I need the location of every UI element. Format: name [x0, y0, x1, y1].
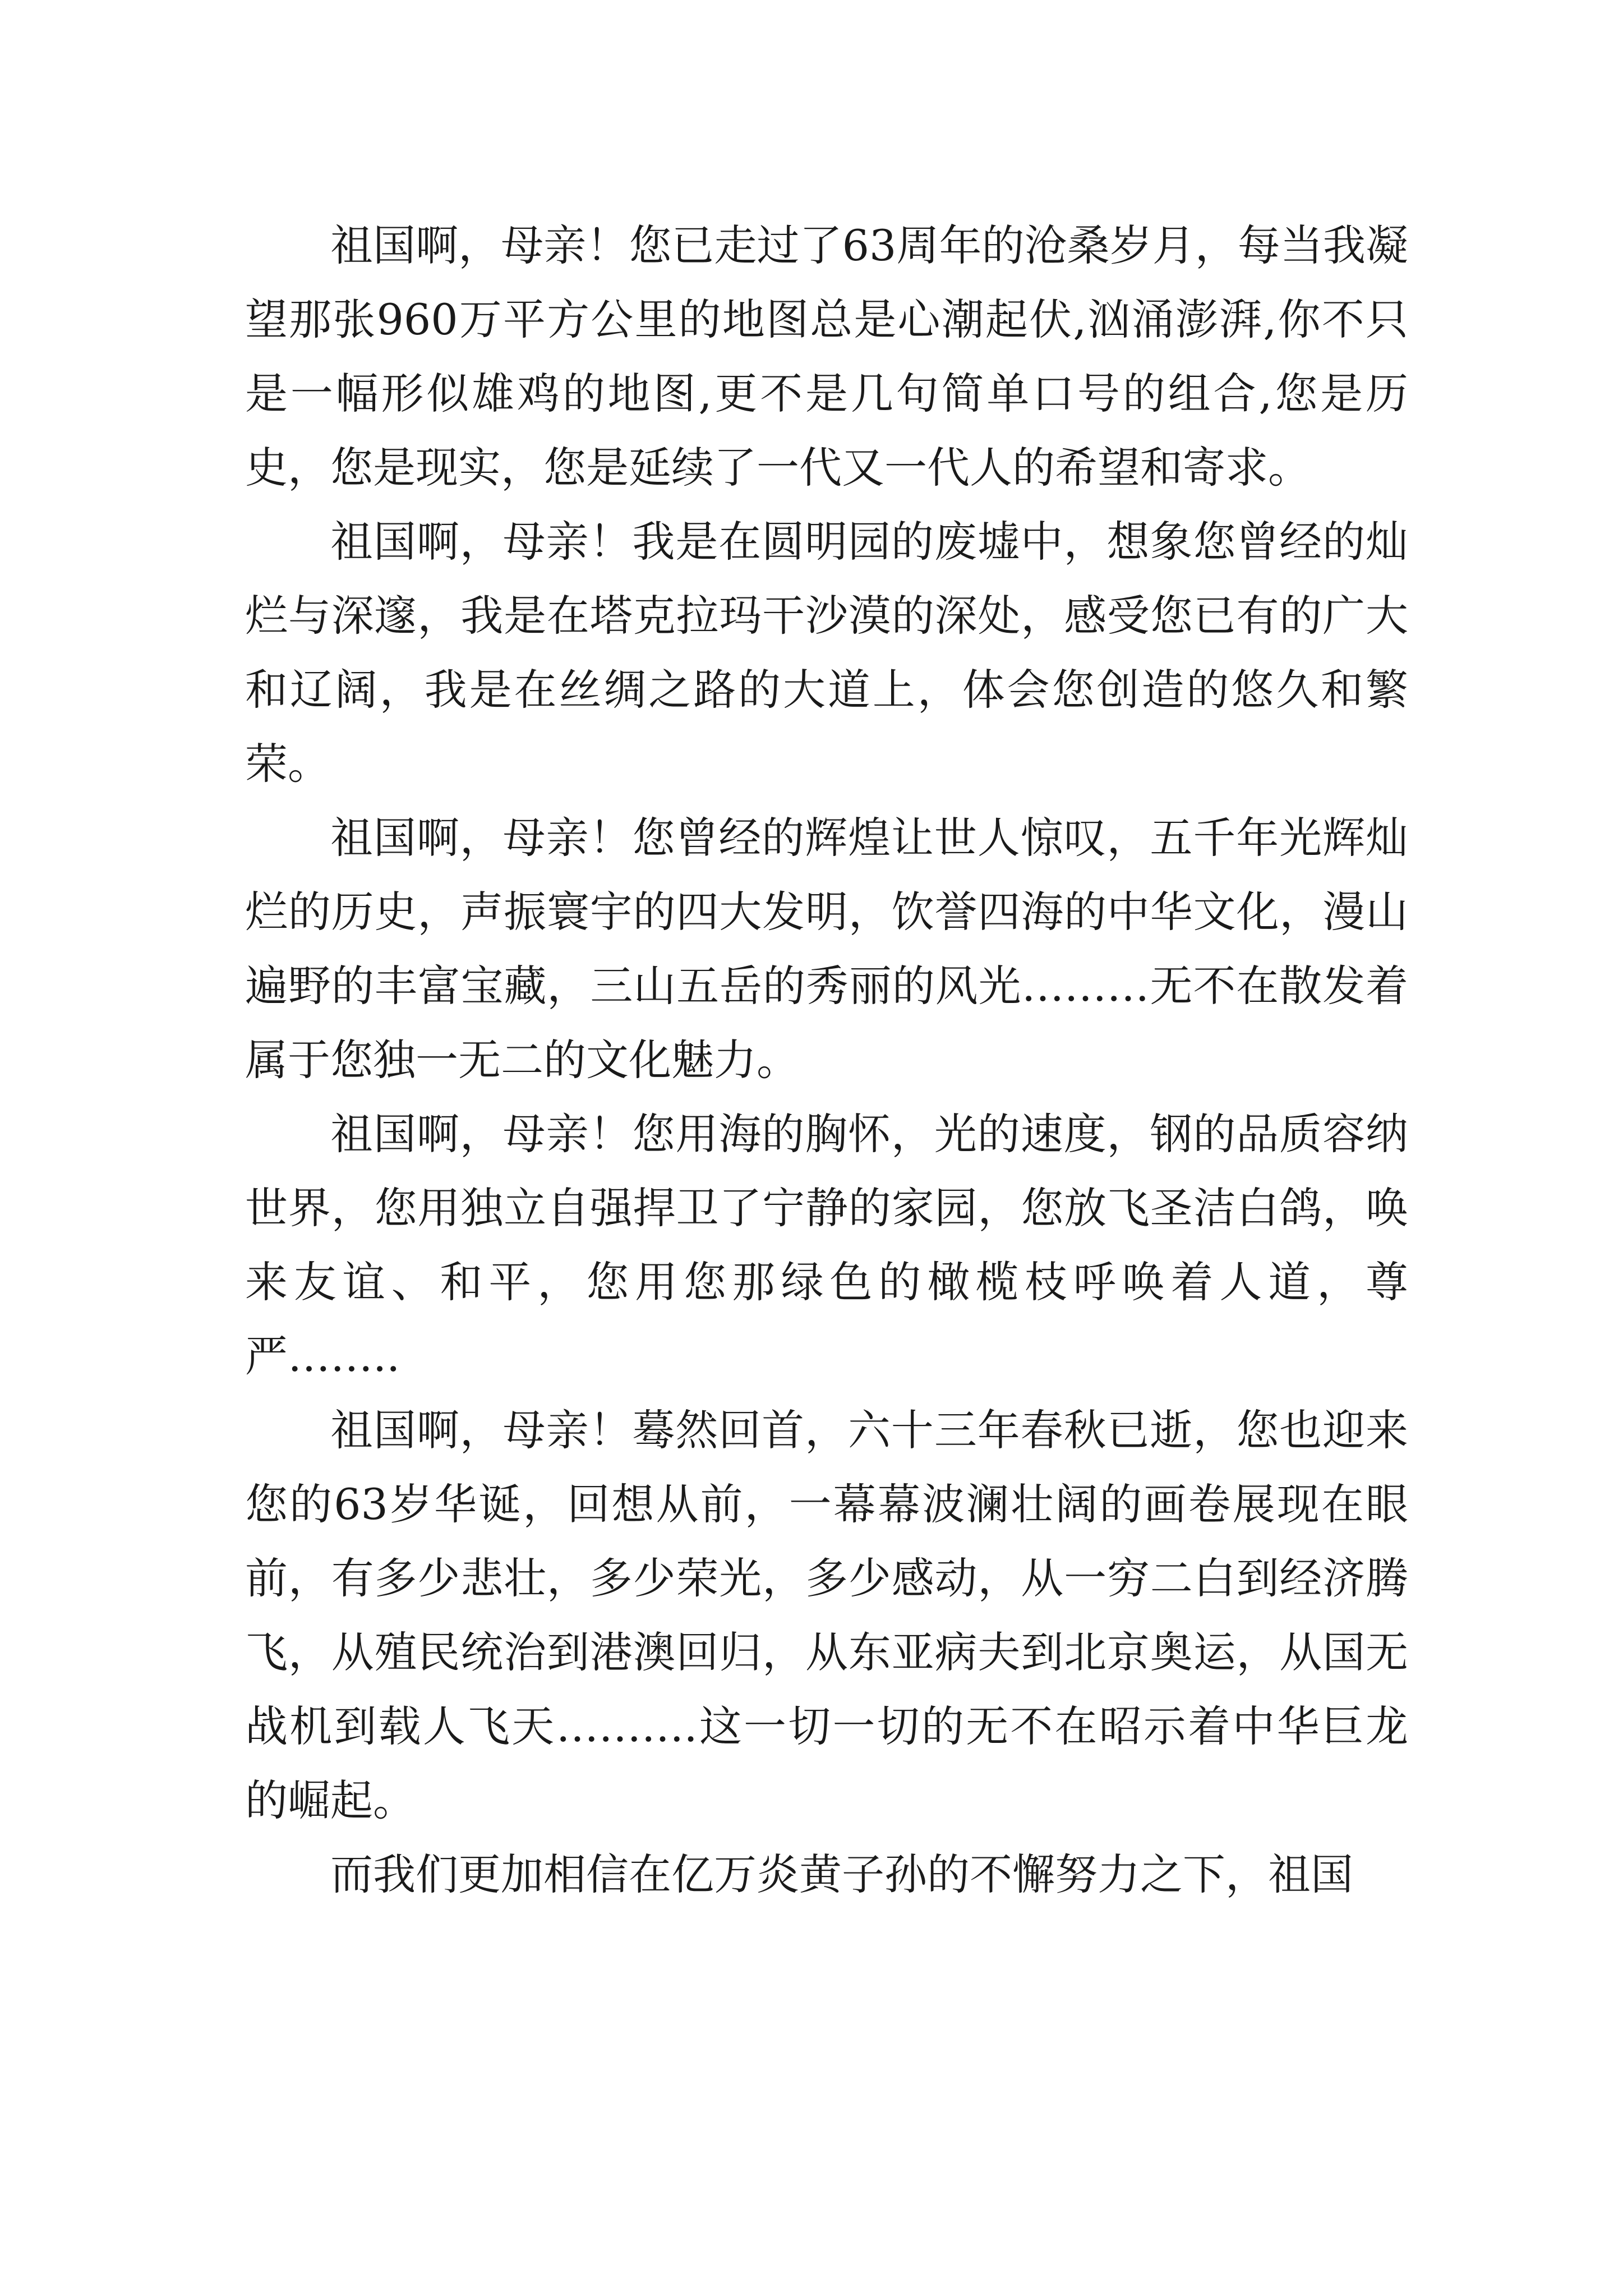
paragraph-6: 而我们更加相信在亿万炎黄子孙的不懈努力之下，祖国	[330, 1849, 1353, 1899]
paragraph-4: 祖国啊，母亲！您用海的胸怀，光的速度，钢的品质容纳世界，您用独立自强捍卫了宁静的家园，您放飞圣洁白鸽，唤来友谊、和平，您用您那绿色的橄榄枝呼唤着人道，尊严……..	[245, 1109, 1408, 1381]
paragraph-1: 祖国啊，母亲！您已走过了63周年的沧桑岁月，每当我凝望那张960万平方公里的地图总是心潮起伏,汹涌澎湃,你不只是一幅形似雄鸡的地图,更不是几句简单口号的组合,您是历史，您是现实，您是延续了一代又一代人的希望和寄求。	[245, 220, 1408, 493]
document-body	[245, 209, 1408, 1912]
paragraph-3: 祖国啊，母亲！您曾经的辉煌让世人惊叹，五千年光辉灿烂的历史，声振寰宇的四大发明，饮誉四海的中华文化，漫山遍野的丰富宝藏，三山五岳的秀丽的风光………无不在散发着属于您独一无二的文化魅力。	[245, 813, 1408, 1085]
paragraph-5: 祖国啊，母亲！蓦然回首，六十三年春秋已逝，您也迎来您的63岁华诞，回想从前，一幕幕波澜壮阔的画卷展现在眼前，有多少悲壮，多少荣光，多少感动，从一穷二白到经济腾飞，从殖民统治到港澳回归，从东亚病夫到北京奥运，从国无战机到载人飞天……….这一切一切的无不在昭示着中华巨龙的崛起。	[245, 1405, 1408, 1825]
paragraph-2: 祖国啊，母亲！我是在圆明园的废墟中，想象您曾经的灿烂与深邃，我是在塔克拉玛干沙漠的深处，感受您已有的广大和辽阔，我是在丝绸之路的大道上，体会您创造的悠久和繁荣。	[245, 517, 1408, 789]
